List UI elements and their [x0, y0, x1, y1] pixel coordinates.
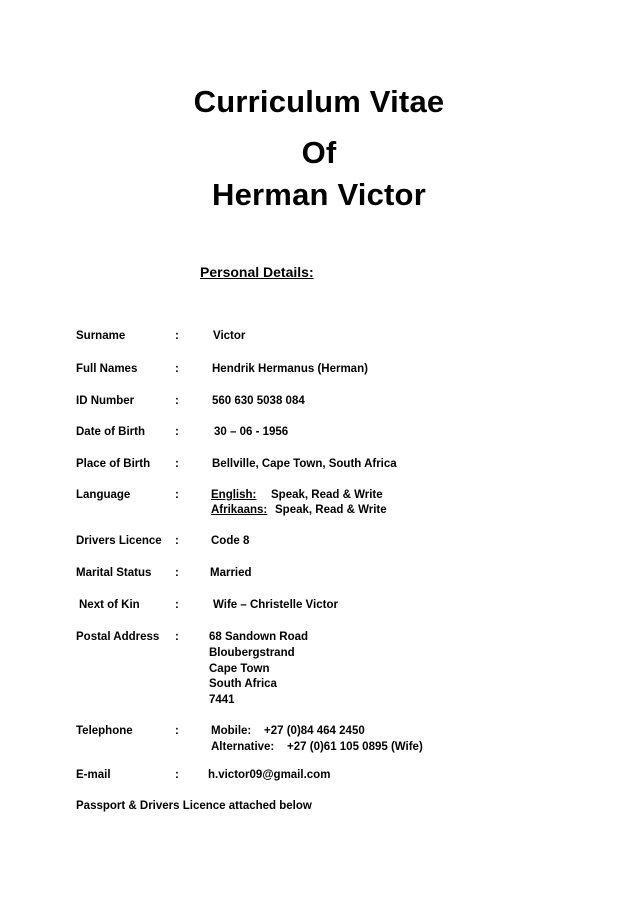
- id-number-label: ID Number: [76, 395, 135, 407]
- telephone-label: Telephone: [76, 725, 133, 737]
- personal-details-heading: Personal Details:: [200, 264, 314, 280]
- postal-address-line: 68 Sandown Road: [209, 631, 309, 643]
- postal-address-line: Cape Town: [209, 663, 270, 675]
- next-of-kin-label: Next of Kin: [79, 599, 140, 611]
- afrikaans-label: Afrikaans:: [211, 504, 268, 516]
- colon: :: [175, 535, 179, 547]
- english-value: Speak, Read & Write: [271, 489, 383, 501]
- colon: :: [175, 458, 179, 470]
- colon: :: [175, 363, 179, 375]
- colon: :: [175, 725, 179, 737]
- place-of-birth-value: Bellville, Cape Town, South Africa: [212, 458, 397, 470]
- colon: :: [175, 599, 179, 611]
- colon: :: [175, 769, 179, 781]
- next-of-kin-value: Wife – Christelle Victor: [213, 599, 338, 611]
- marital-status-value: Married: [210, 567, 252, 579]
- full-names-value: Hendrik Hermanus (Herman): [212, 363, 368, 375]
- place-of-birth-label: Place of Birth: [76, 458, 151, 470]
- english-label: English:: [211, 489, 257, 501]
- afrikaans-value: Speak, Read & Write: [275, 504, 387, 516]
- postal-address-line: 7441: [209, 694, 235, 706]
- email-label: E-mail: [76, 769, 111, 781]
- postal-address-line: Bloubergstrand: [209, 647, 295, 659]
- title-line-2: Of: [301, 135, 337, 170]
- postal-address-line: South Africa: [209, 678, 277, 690]
- drivers-licence-label: Drivers Licence: [76, 535, 162, 547]
- postal-address-label: Postal Address: [76, 631, 160, 643]
- date-of-birth-label: Date of Birth: [76, 426, 145, 438]
- email-value: h.victor09@gmail.com: [208, 769, 331, 781]
- colon: :: [175, 567, 179, 579]
- colon: :: [175, 631, 179, 643]
- colon: :: [175, 330, 179, 342]
- colon: :: [175, 489, 179, 501]
- telephone-mobile: Mobile: +27 (0)84 464 2450: [211, 725, 365, 737]
- colon: :: [175, 395, 179, 407]
- attachment-note: Passport & Drivers Licence attached below: [76, 800, 312, 812]
- full-names-label: Full Names: [76, 363, 138, 375]
- marital-status-label: Marital Status: [76, 567, 152, 579]
- id-number-value: 560 630 5038 084: [212, 395, 305, 407]
- telephone-alternative: Alternative: +27 (0)61 105 0895 (Wife): [211, 741, 423, 753]
- language-label: Language: [76, 489, 131, 501]
- title-line-1: Curriculum Vitae: [193, 84, 445, 119]
- surname-value: Victor: [213, 330, 246, 342]
- title-line-3: Herman Victor: [212, 177, 426, 212]
- drivers-licence-value: Code 8: [211, 535, 250, 547]
- colon: :: [175, 426, 179, 438]
- surname-label: Surname: [76, 330, 126, 342]
- date-of-birth-value: 30 – 06 - 1956: [214, 426, 289, 438]
